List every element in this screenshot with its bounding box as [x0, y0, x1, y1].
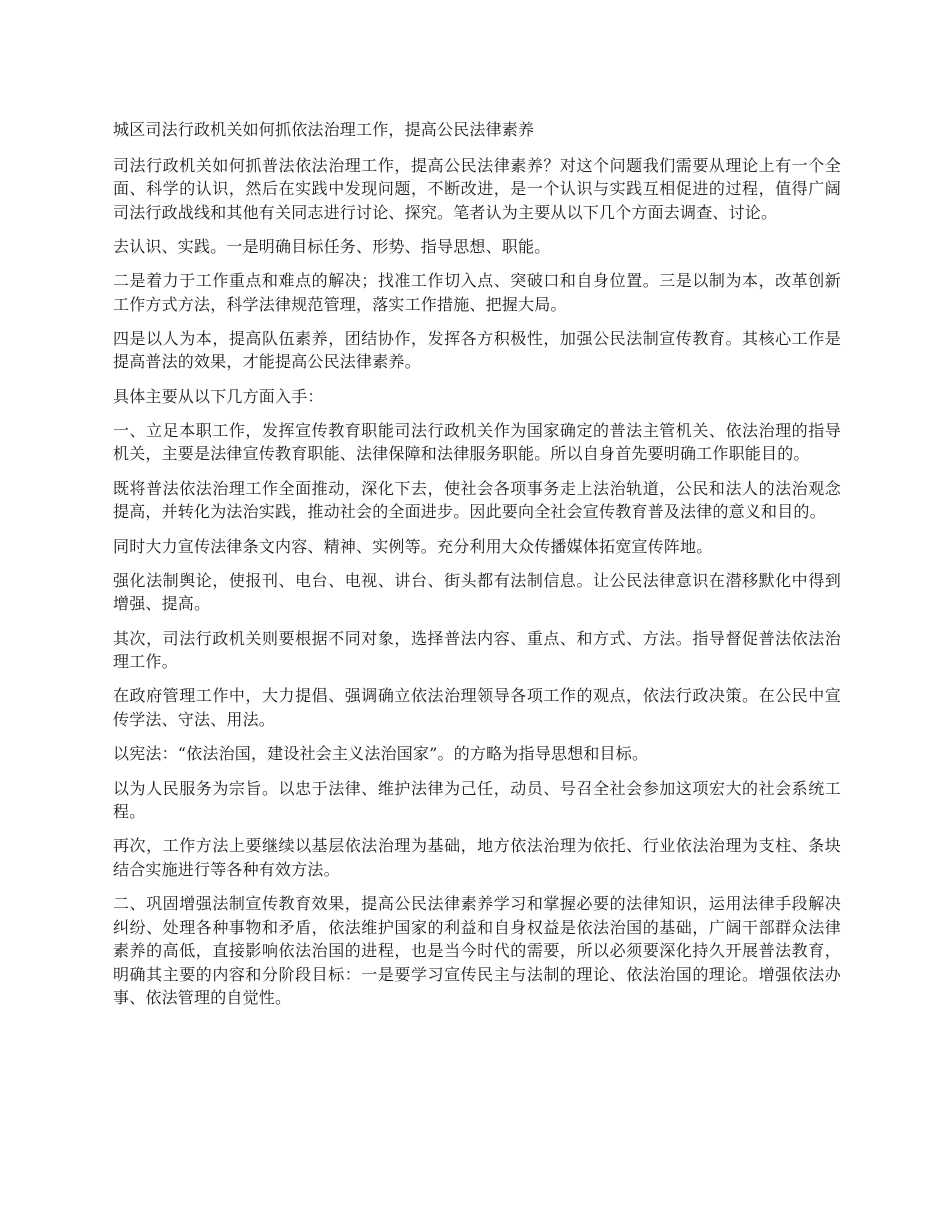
paragraph: 去认识、实践。一是明确目标任务、形势、指导思想、职能。 [113, 236, 551, 256]
paragraph: 二、巩固增强法制宣传教育效果，提高公民法律素养学习和掌握必要的法律知识，运用法律手段解决纠纷、处理各种事物和矛盾，依法维护国家的利益和自身权益是依法治国的基础，广阔干部群众法律素养的高低，直接影响依法治国的进程，也是当今时代的需要，所以必须要深化持久开展普法教育，明确其主要的内容和分阶段目标：一是要学习宣传民主与法制的理论、依法治国的理论。增强依法办事、依法管理的自觉性。 [113, 894, 841, 1008]
paragraph: 其次，司法行政机关则要根据不同对象，选择普法内容、重点、和方式、方法。指导督促普法依法治理工作。 [113, 628, 841, 672]
paragraph: 司法行政机关如何抓普法依法治理工作，提高公民法律素养？对这个问题我们需要从理论上有一个全面、科学的认识，然后在实践中发现问题，不断改进，是一个认识与实践互相促进的过程，值得广阔司法行政战线和其他有关同志进行讨论、探究。笔者认为主要从以下几个方面去调查、讨论。 [113, 155, 841, 222]
paragraph: 同时大力宣传法律条文内容、精神、实例等。充分利用大众传播媒体拓宽宣传阵地。 [113, 536, 713, 556]
paragraph: 再次，工作方法上要继续以基层依法治理为基础，地方依法治理为依托、行业依法治理为支柱、条块结合实施进行等各种有效方法。 [113, 836, 841, 879]
paragraph: 一、立足本职工作，发挥宣传教育职能司法行政机关作为国家确定的普法主管机关、依法治理的指导机关，主要是法律宣传教育职能、法律保障和法律服务职能。所以自身首先要明确工作职能目的。 [113, 420, 841, 464]
paragraph: 二是着力于工作重点和难点的解决；找准工作切入点、突破口和自身位置。三是以制为本，改革创新工作方式方法，科学法律规范管理，落实工作措施、把握大局。 [113, 271, 841, 314]
paragraph: 具体主要从以下几方面入手： [113, 386, 324, 406]
paragraph: 在政府管理工作中，大力提倡、强调确立依法治理领导各项工作的观点，依法行政决策。在公民中宣传学法、守法、用法。 [113, 686, 841, 729]
paragraph: 四是以人为本，提高队伍素养，团结协作，发挥各方积极性，加强公民法制宣传教育。其核心工作是提高普法的效果，才能提高公民法律素养。 [113, 328, 841, 372]
document-title: 城区司法行政机关如何抓依法治理工作，提高公民法律素养 [113, 120, 535, 139]
paragraph: 以宪法：“依法治国，建设社会主义法治国家”。的方略为指导思想和目标。 [113, 744, 649, 764]
paragraph: 既将普法依法治理工作全面推动，深化下去，使社会各项事务走上法治轨道，公民和法人的法治观念提高，并转化为法治实践，推动社会的全面进步。因此要向全社会宣传教育普及法律的意义和目的。 [113, 478, 841, 522]
document-page [113, 118, 841, 1020]
paragraph: 以为人民服务为宗旨。以忠于法律、维护法律为己任，动员、号召全社会参加这项宏大的社会系统工程。 [113, 778, 841, 822]
paragraph: 强化法制舆论，使报刊、电台、电视、讲台、街头都有法制信息。让公民法律意识在潜移默化中得到增强、提高。 [113, 570, 841, 614]
